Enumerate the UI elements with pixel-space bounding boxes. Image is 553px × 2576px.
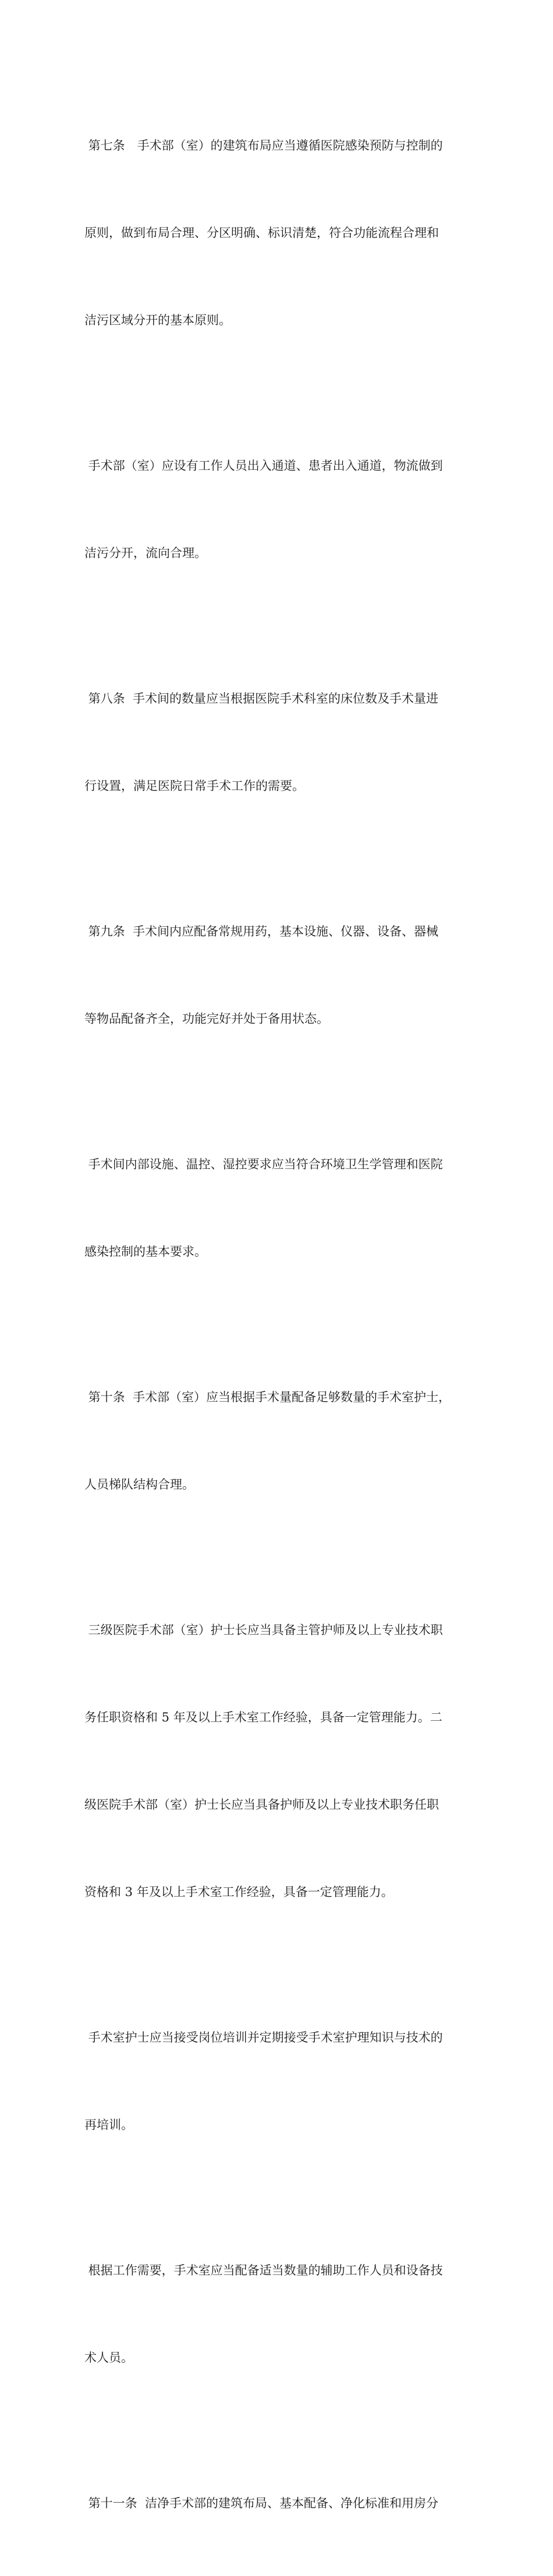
- text-line: 第八条 手术间的数量应当根据医院手术科室的床位数及手术量进: [84, 692, 439, 706]
- paragraph-head-nurse: [84, 1557, 480, 1965]
- text-line: 根据工作需要，手术室应当配备适当数量的辅助工作人员和设备技: [84, 2263, 443, 2277]
- text-line: 洁污区域分开的基本原则。: [84, 313, 231, 327]
- text-line: 第九条 手术间内应配备常规用药，基本设施、仪器、设备、器械: [84, 924, 439, 938]
- text-line: 资格和 3 年及以上手术室工作经验，具备一定管理能力。: [84, 1885, 394, 1899]
- paragraph-facilities: [84, 1092, 480, 1324]
- text-line: 人员梯队结构合理。: [84, 1477, 194, 1491]
- text-line: 第十一条 洁净手术部的建筑布局、基本配备、净化标准和用房分: [84, 2496, 439, 2510]
- text-line: 再培训。: [84, 2118, 133, 2132]
- paragraph-article-7: [84, 73, 480, 393]
- paragraph-auxiliary-staff: [84, 2198, 480, 2430]
- text-line: 感染控制的基本要求。: [84, 1245, 207, 1259]
- document-body: [84, 73, 480, 2576]
- paragraph-article-11: [84, 2430, 480, 2576]
- text-line: 手术间内部设施、温控、湿控要求应当符合环境卫生学管理和医院: [84, 1157, 443, 1171]
- paragraph-article-9: [84, 859, 480, 1092]
- paragraph-training: [84, 1965, 480, 2198]
- text-line: 术人员。: [84, 2351, 133, 2365]
- text-line: 手术部（室）应设有工作人员出入通道、患者出入通道，物流做到: [84, 459, 443, 473]
- text-line: 级医院手术部（室）护士长应当具备护师及以上专业技术职务任职: [84, 1798, 439, 1812]
- text-line: 等物品配备齐全，功能完好并处于备用状态。: [84, 1012, 329, 1026]
- paragraph-article-8: [84, 626, 480, 859]
- text-line: 第七条 手术部（室）的建筑布局应当遵循医院感染预防与控制的: [84, 139, 443, 153]
- text-line: 手术室护士应当接受岗位培训并定期接受手术室护理知识与技术的: [84, 2031, 443, 2044]
- text-line: 原则，做到布局合理、分区明确、标识清楚，符合功能流程合理和: [84, 226, 439, 240]
- text-line: 洁污分开，流向合理。: [84, 546, 207, 560]
- text-line: 第十条 手术部（室）应当根据手术量配备足够数量的手术室护士，: [84, 1390, 451, 1404]
- text-line: 三级医院手术部（室）护士长应当具备主管护师及以上专业技术职: [84, 1623, 443, 1637]
- paragraph-passages: [84, 393, 480, 626]
- text-line: 务任职资格和 5 年及以上手术室工作经验，具备一定管理能力。二: [84, 1710, 442, 1724]
- text-line: 行设置，满足医院日常手术工作的需要。: [84, 779, 304, 793]
- paragraph-article-10: [84, 1324, 480, 1557]
